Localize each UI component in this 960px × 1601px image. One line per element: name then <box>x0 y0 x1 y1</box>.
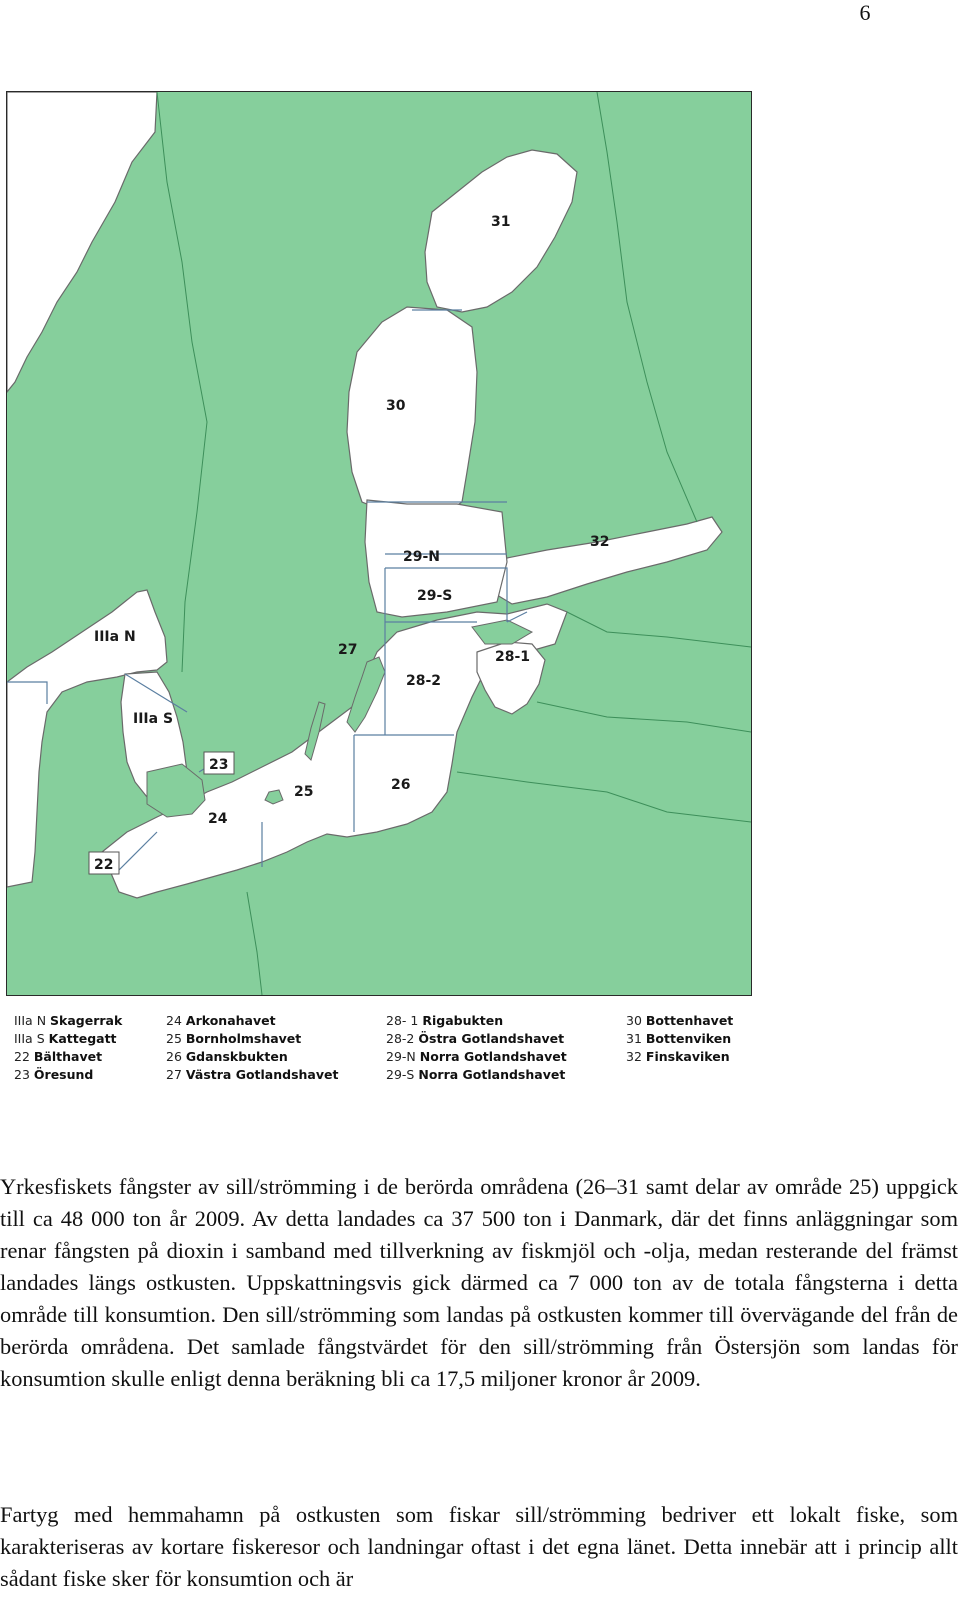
zone-label-23: 23 <box>209 757 229 773</box>
legend-item: 30 Bottenhavet <box>626 1013 734 1028</box>
legend-item: 28-2 Östra Gotlandshavet <box>386 1031 565 1046</box>
legend-column-3 <box>386 1012 567 1084</box>
zone-label-28-1: 28-1 <box>495 649 531 665</box>
legend-item: 32 Finskaviken <box>626 1049 730 1064</box>
legend-item: 28- 1 Rigabukten <box>386 1013 504 1028</box>
zone-label-32: 32 <box>590 534 610 550</box>
legend-item: 23 Öresund <box>14 1067 94 1082</box>
zone-label-27: 27 <box>338 642 358 658</box>
map-legend <box>14 1012 754 1088</box>
zone-label-29-s: 29-S <box>417 588 453 604</box>
zone-label-30: 30 <box>386 398 406 414</box>
legend-item: 25 Bornholmshavet <box>166 1031 302 1046</box>
legend-column-4 <box>626 1012 733 1066</box>
zone-label-26: 26 <box>391 777 411 793</box>
zone-label-22: 22 <box>94 857 114 873</box>
legend-item: 22 Bälthavet <box>14 1049 103 1064</box>
zone-label-31: 31 <box>491 214 511 230</box>
zone-label-24: 24 <box>208 811 228 827</box>
legend-item: IIIa N Skagerrak <box>14 1013 123 1028</box>
legend-item: IIIa S Kattegatt <box>14 1031 117 1046</box>
legend-item: 27 Västra Gotlandshavet <box>166 1067 339 1082</box>
zone-label-25: 25 <box>294 784 314 800</box>
zone-label-iiia-s: IIIa S <box>133 711 174 727</box>
legend-item: 31 Bottenviken <box>626 1031 732 1046</box>
zone-label-28-2: 28-2 <box>406 673 442 689</box>
legend-column-2 <box>166 1012 338 1084</box>
legend-item: 24 Arkonahavet <box>166 1013 276 1028</box>
page-number: 6 <box>859 0 871 25</box>
legend-item: 26 Gdanskbukten <box>166 1049 288 1064</box>
baltic-sea-map <box>6 91 752 996</box>
body-paragraph: Fartyg med hemmahamn på ostkusten som fiskar sill/strömming bedriver ett lokalt fiske, som karakteriseras av kortare fiskeresor och landningar oftast i det egna länet. Detta innebär att i princip allt sådant fiske sker för konsumtion och är <box>0 1502 958 1591</box>
legend-column-1 <box>14 1012 122 1084</box>
zone-label-29-n: 29-N <box>403 549 441 565</box>
body-paragraph: Yrkesfiskets fångster av sill/strömming i de berörda områdena (26–31 samt delar av område 25) uppgick till ca 48 000 ton år 2009. Av detta landades ca 37 500 ton i Danmark, där det finns anläggningar som renar fångsten på dioxin i samband med tillverkning av fiskmjöl och -olja, medan resterande del främst landades längs ostkusten. Uppskattningsvis gick därmed ca 7 000 ton av de totala fångsterna i detta område till konsumtion. Den sill/strömming som landas på ostkusten kommer till övervägande del från de berörda områdena. Det samlade fångstvärdet för den sill/strömming från Östersjön som landas för konsumtion skulle enligt denna beräkning bli ca 17,5 miljoner kronor år 2009. <box>0 1174 958 1391</box>
legend-item: 29-S Norra Gotlandshavet <box>386 1067 566 1082</box>
legend-item: 29-N Norra Gotlandshavet <box>386 1049 567 1064</box>
zone-label-iiia-n: IIIa N <box>94 629 136 645</box>
